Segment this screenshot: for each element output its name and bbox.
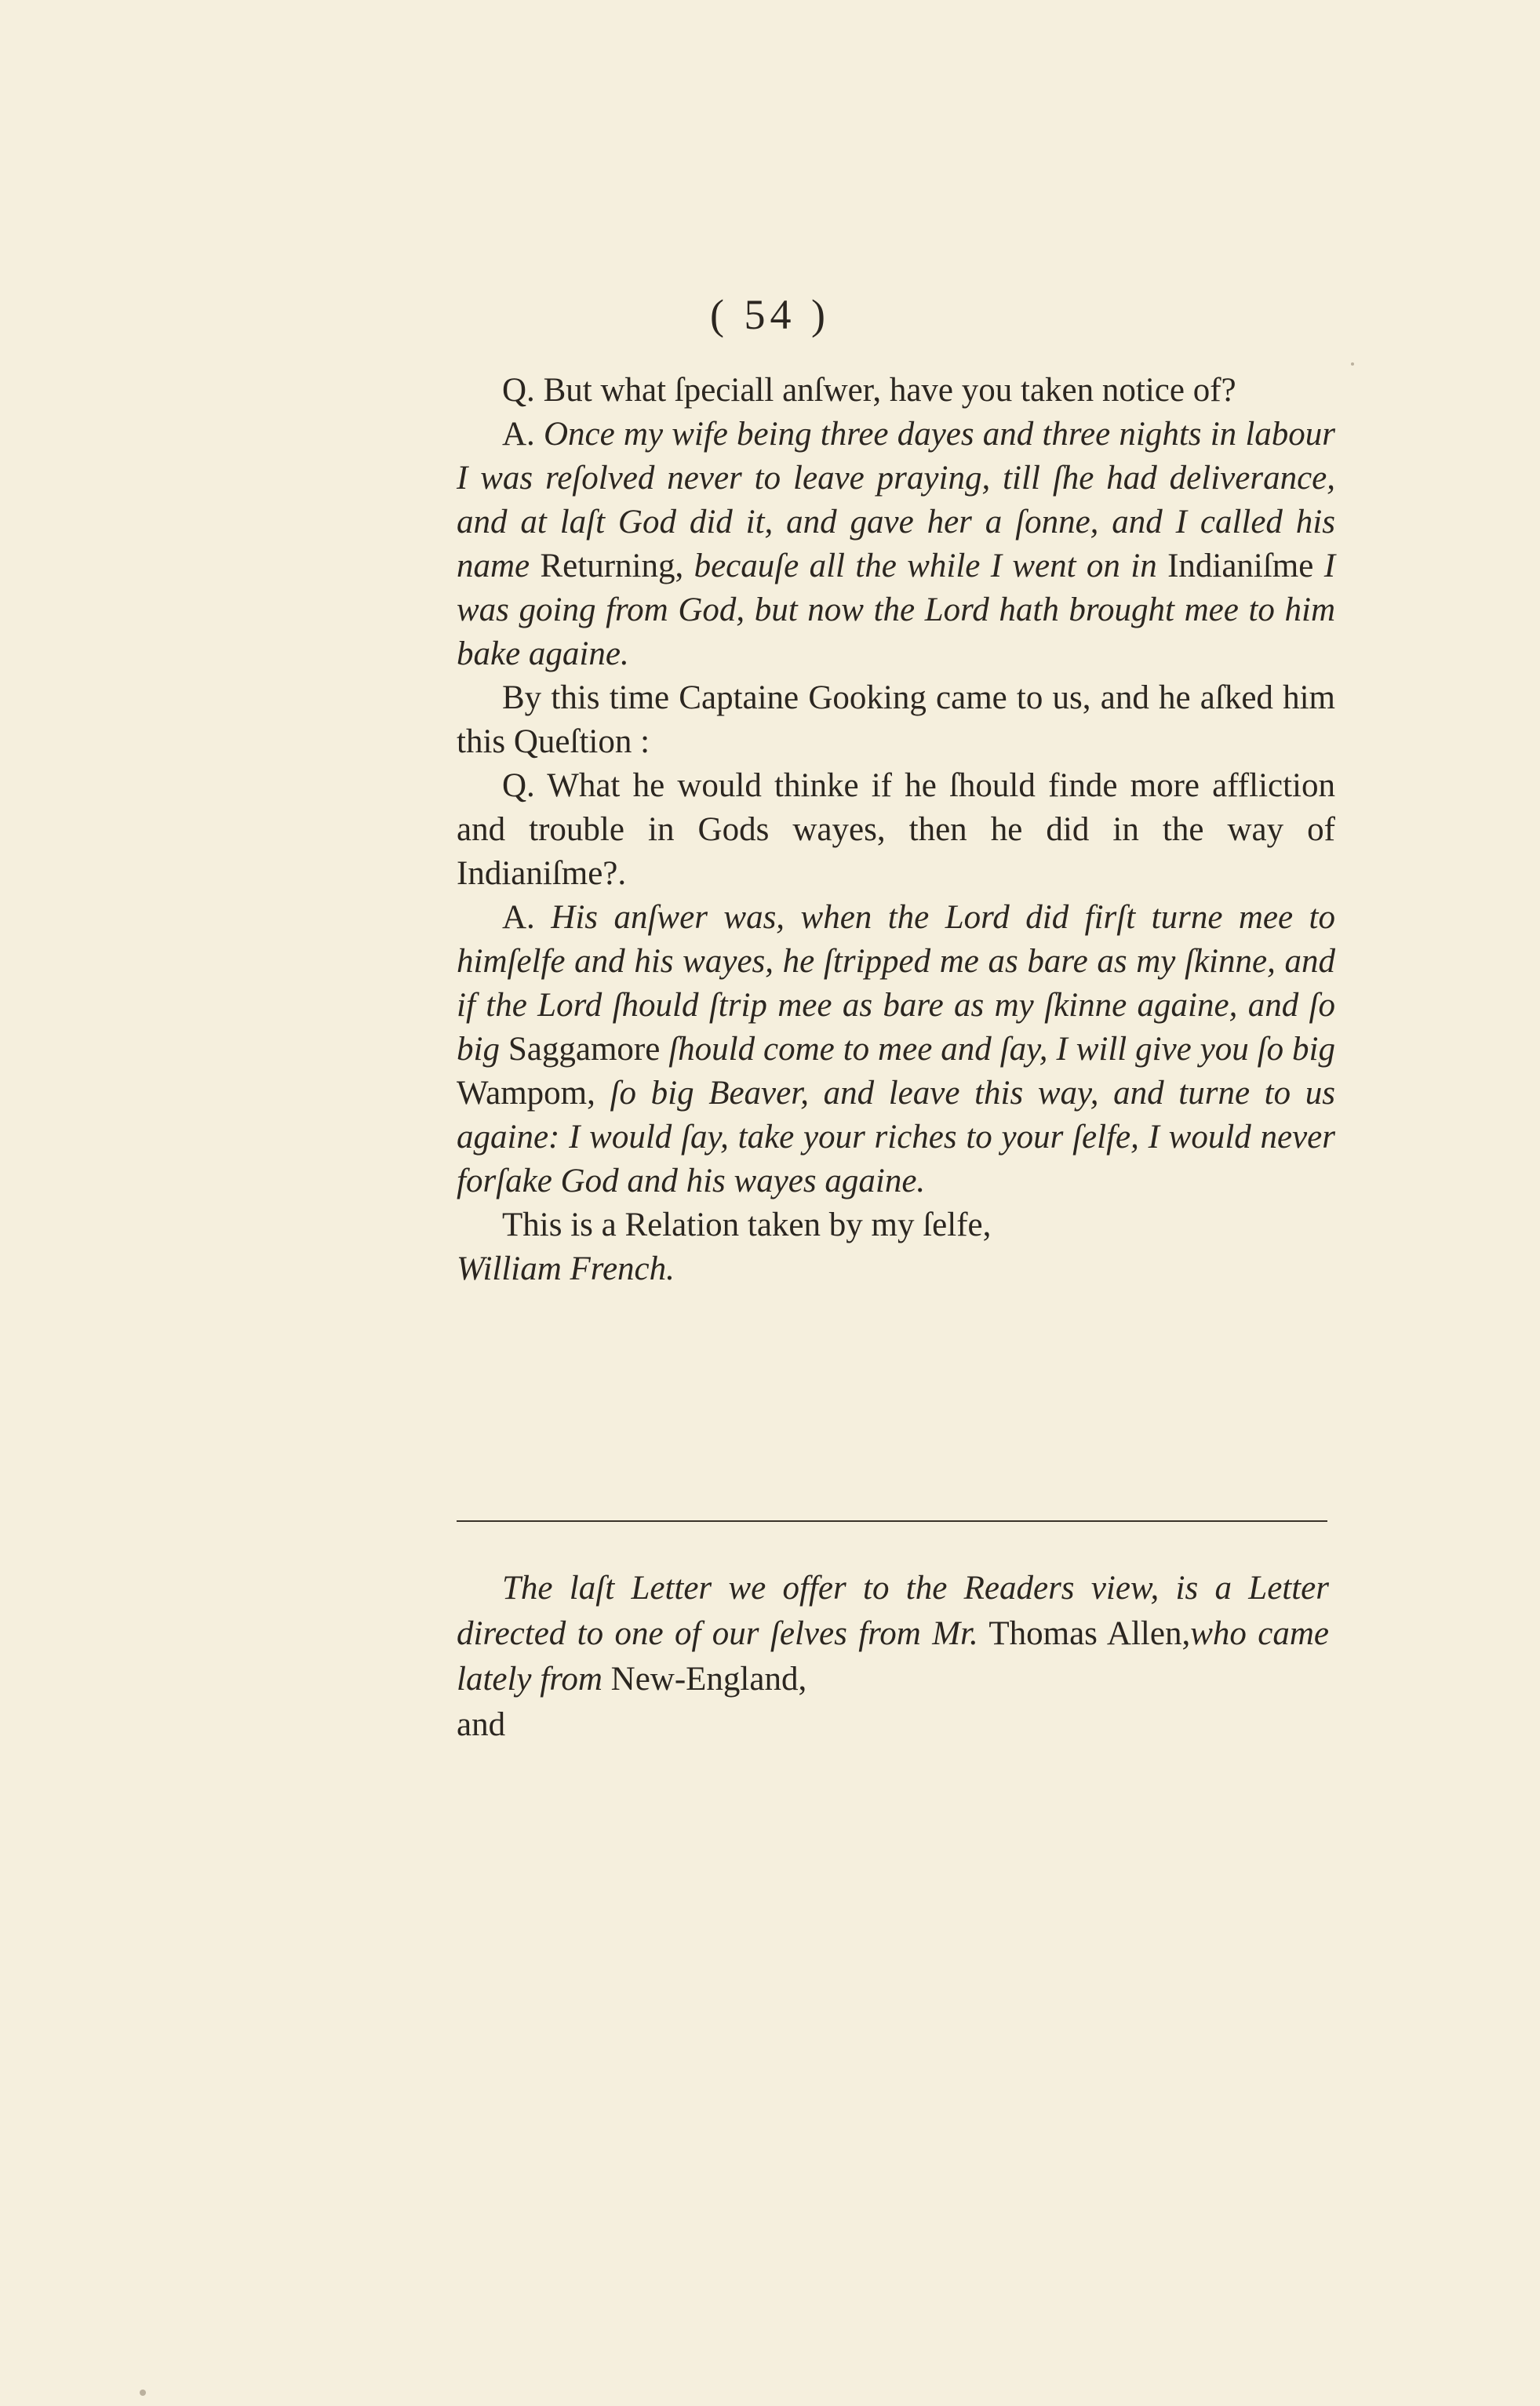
- answer-text: I was going from God, but now the Lord hath brought mee to him bake againe.: [457, 548, 1336, 672]
- question-paragraph: [457, 369, 1335, 413]
- relation-paragraph: This is a Relation taken by my ſelfe,: [502, 1207, 992, 1243]
- signature: William French.: [457, 1250, 675, 1287]
- question-text: What he would thinke if he ſhould finde more affliction and trouble in Gods wayes, then he did in the way of Indianiſme?.: [457, 767, 1336, 892]
- note-text: who came lately from: [457, 1615, 1329, 1698]
- main-text: [457, 369, 1335, 1291]
- answer-paragraph: [457, 896, 1335, 1203]
- note-text: The laſt Letter we offer to the Readers view, is a Letter directed to one of our ſelves from Mr.: [457, 1570, 1329, 1652]
- answer-text: becauſe all the while I went on in: [694, 548, 1157, 584]
- answer-text: ſhould come to mee and ſay, I will give you ſo big: [668, 1031, 1335, 1068]
- answer-text: ſo big Beaver, and leave this way, and turne to us againe: I would ſay, take your riches to your ſelfe, I would never forſake God and his wayes againe.: [457, 1075, 1336, 1199]
- answer-text: Once my wife being three dayes and three nights in labour I was reſolved never to leave praying, till ſhe had deliverance, and at laſt God did it, and gave her a ſonne, and I called his name: [457, 416, 1336, 584]
- note-name: Thomas Allen,: [988, 1615, 1191, 1652]
- note-place: New-England,: [610, 1661, 807, 1698]
- answer-term: Indianiſme: [1167, 548, 1314, 584]
- answer-text: His anſwer was, when the Lord did firſt turne mee to himſelfe and his wayes, he ſtripped me as bare as my ſkinne, and if the Lord ſhould ſtrip mee as bare as my ſkinne againe, and ſo big: [457, 899, 1335, 1068]
- answer-name: Returning,: [540, 548, 684, 584]
- answer-term: Wampom,: [457, 1075, 595, 1112]
- q-prefix: Q.: [502, 767, 535, 804]
- horizontal-rule: [457, 1520, 1327, 1522]
- answer-term: Saggamore: [508, 1031, 661, 1068]
- a-prefix: A.: [502, 416, 535, 453]
- answer-paragraph: [457, 413, 1335, 676]
- note-paragraph: [457, 1566, 1329, 1702]
- question-paragraph: [457, 764, 1335, 896]
- catchword: and: [457, 1706, 506, 1743]
- question-text: But what ſpeciall anſwer, have you taken notice of?: [543, 372, 1236, 409]
- q-prefix: Q.: [502, 372, 535, 409]
- paper-speck: [140, 2390, 146, 2396]
- paper-speck: [1351, 362, 1354, 366]
- narrative-paragraph: By this time Captaine Gooking came to us, and he aſked him this Queſtion :: [457, 679, 1335, 760]
- closing-note: [457, 1566, 1329, 1748]
- page-number: ( 54 ): [710, 291, 830, 338]
- a-prefix: A.: [502, 899, 535, 936]
